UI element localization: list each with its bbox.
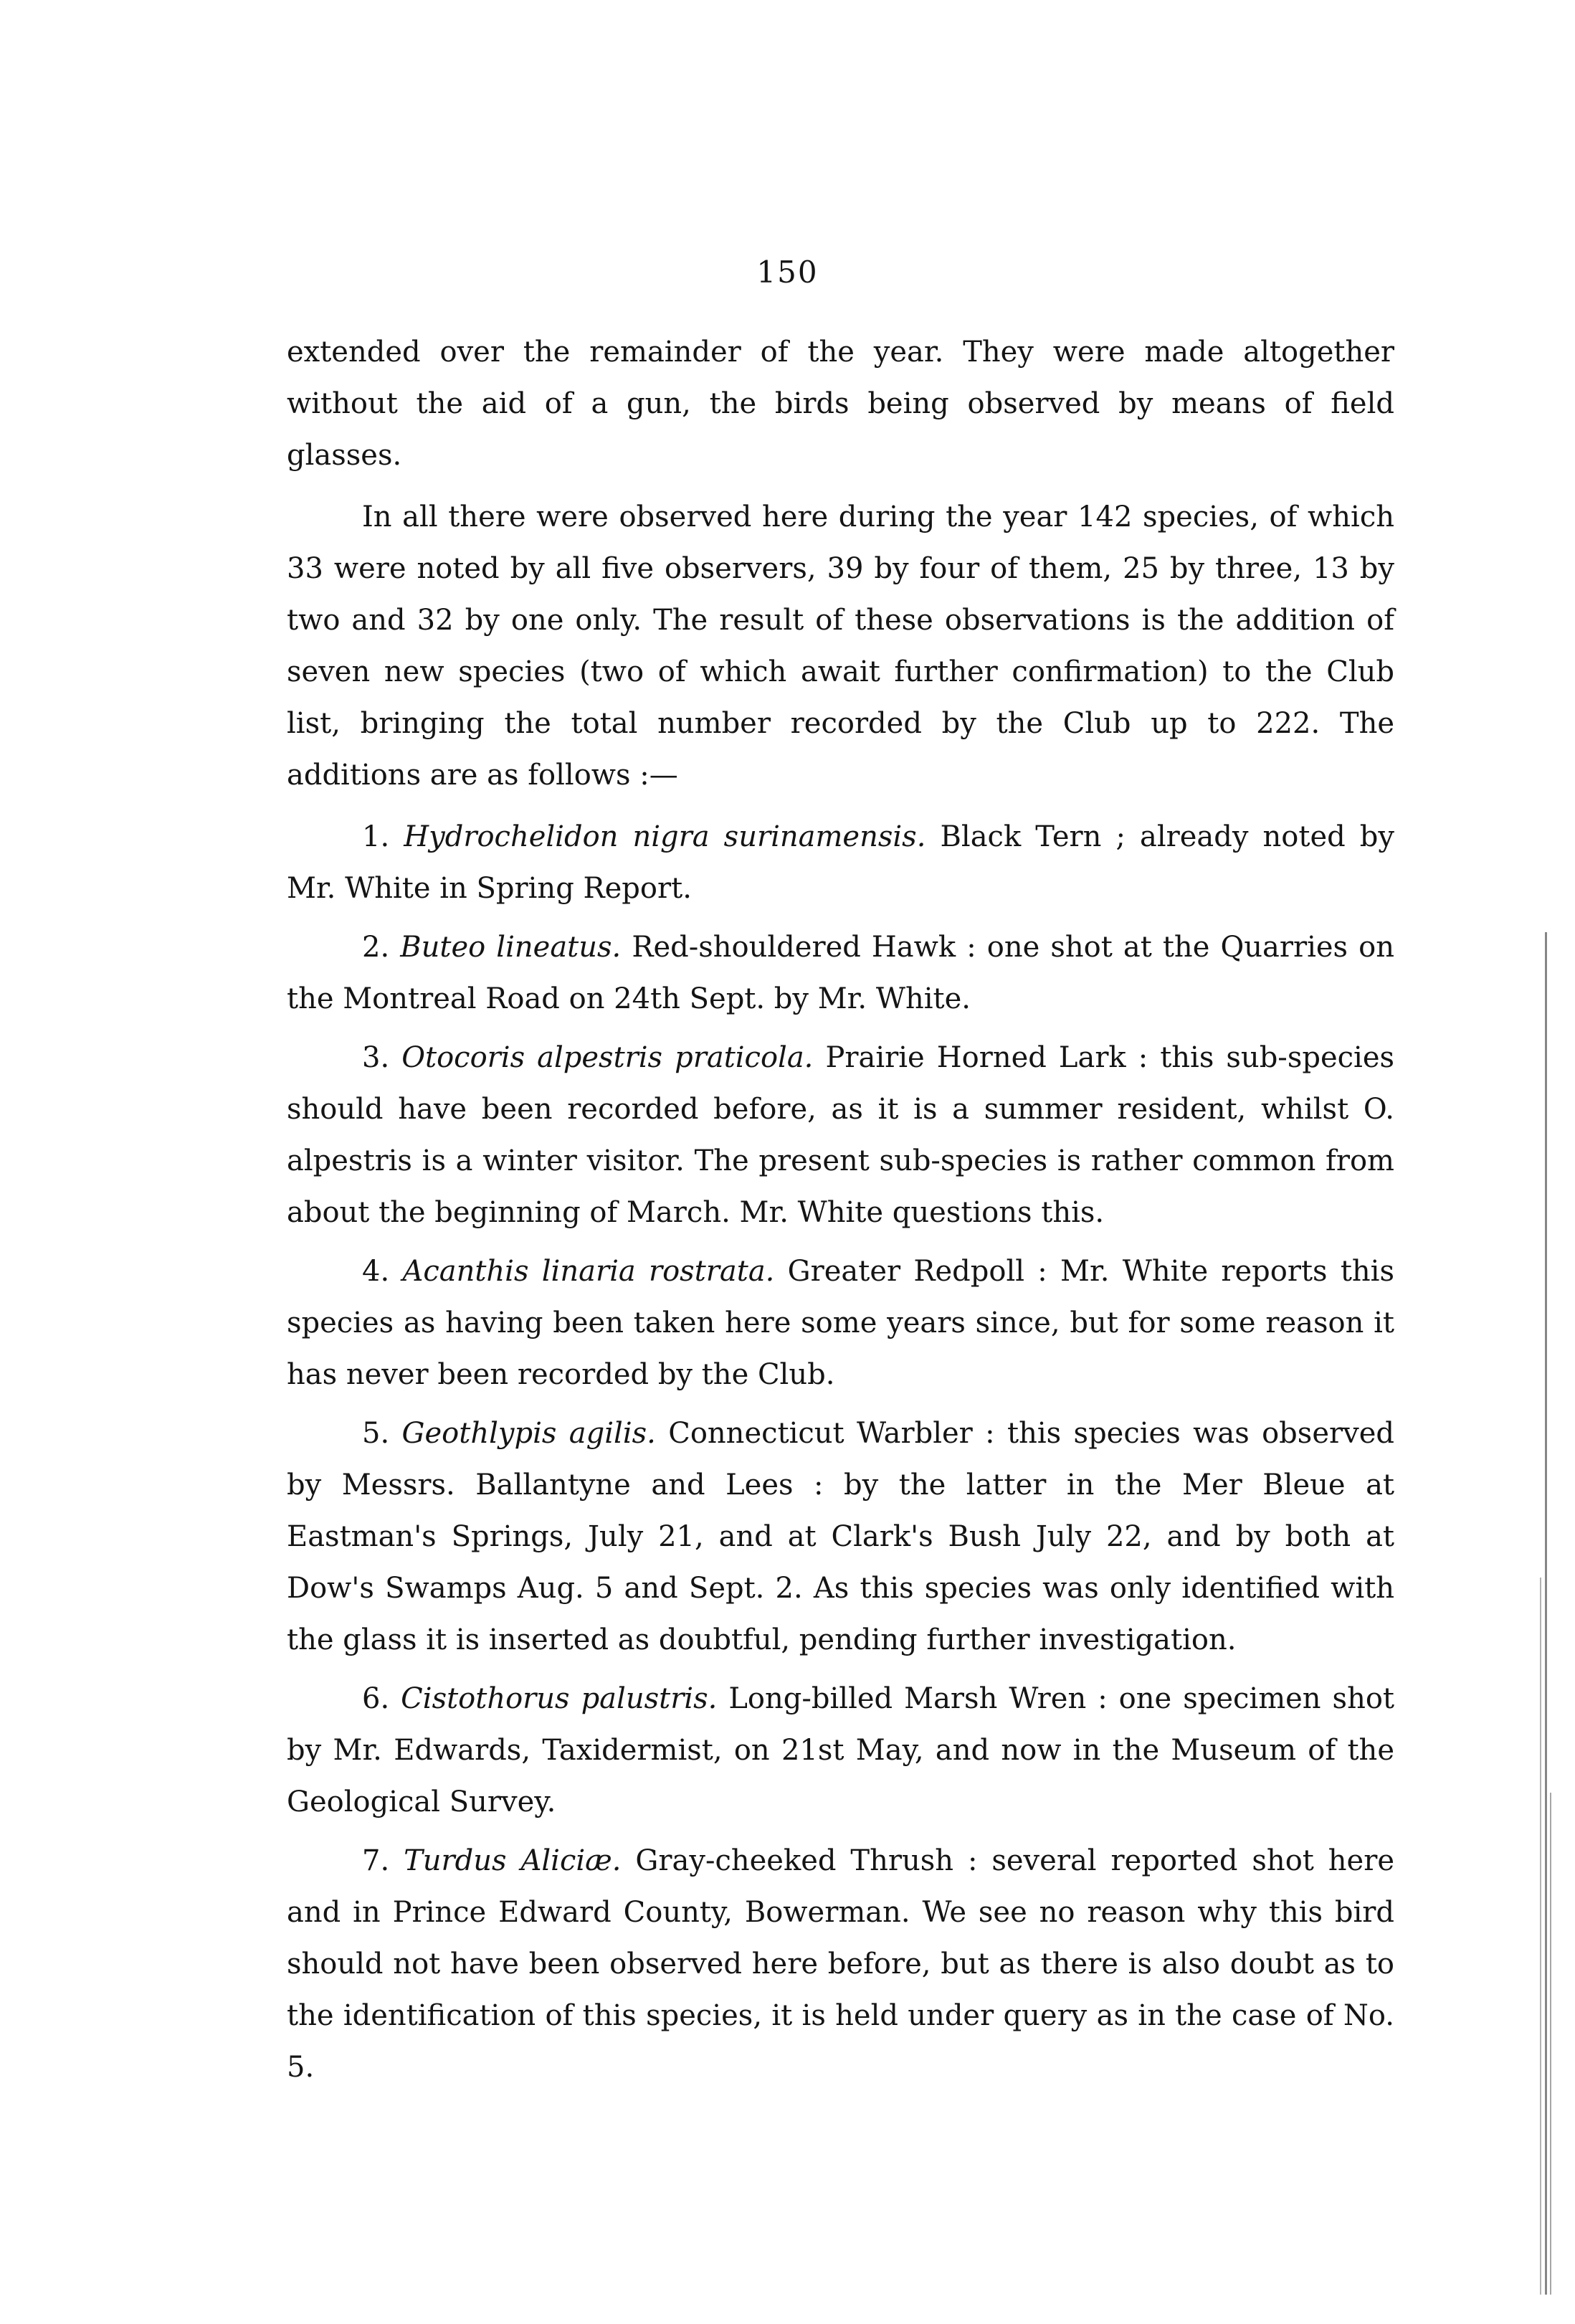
scan-edge-mark [1540,1578,1541,2295]
species-number: 4. [362,1255,390,1288]
species-description: Connecticut Warbler : this species was observed by Messrs. Ballantyne and Lees : by the latter in the Mer Bleue at Eastman's Springs, July 21, and at Clark's Bush July 22, and by both at Dow's Swamps Aug. 5 and Sept. 2. As this species was only identified with the glass it is inserted as doubtful, pending further investigation. [287,1417,1394,1656]
species-entry [287,811,1394,914]
species-number: 3. [362,1041,390,1074]
species-list [287,811,1394,2093]
species-entry [287,921,1394,1025]
species-number: 1. [362,820,390,853]
species-description: Greater Redpoll : Mr. White reports this species as having been taken here some years since, but for some reason it has never been recorded by the Club. [287,1255,1394,1391]
species-entry [287,1032,1394,1238]
species-scientific-name: Otocoris alpestris praticola. [401,1041,814,1074]
species-number: 7. [362,1844,390,1877]
species-scientific-name: Turdus Aliciæ. [404,1844,622,1877]
page-number: 150 [756,255,819,290]
intro-paragraph-summary: In all there were observed here during the year 142 species, of which 33 were noted by all five observers, 39 by four of them, 25 by three, 13 by two and 32 by one only. The result of these observations is the addition of seven new species (two of which await further confirmation) to the Club list, bringing the total number recorded by the Club up to 222. The additions are as follows :— [287,501,1394,792]
species-description: Red-shouldered Hawk : one shot at the Quarries on the Montreal Road on 24th Sept. by Mr. White. [287,931,1394,1015]
intro-paragraph-continuation: extended over the remainder of the year. They were made altogether without the aid of a gun, the birds being observed by means of field glasses. [287,336,1394,472]
species-description: Long-billed Marsh Wren : one specimen shot by Mr. Edwards, Taxidermist, on 21st May, and now in the Museum of the Geological Survey. [287,1682,1394,1818]
species-scientific-name: Cistothorus palustris. [401,1682,718,1715]
species-scientific-name: Hydrochelidon nigra surinamensis. [404,820,926,853]
species-scientific-name: Buteo lineatus. [400,931,622,964]
species-entry [287,1246,1394,1400]
species-description: Gray-cheeked Thrush : several reported shot here and in Prince Edward County, Bowerman. We see no reason why this bird should not have been observed here before, but as there is also doubt as to the identification of this species, it is held under query as in the case of No. 5. [287,1844,1395,2084]
species-entry [287,1673,1394,1828]
species-description: Black Tern ; already noted by Mr. White in Spring Report. [287,820,1395,905]
species-number: 2. [362,931,390,964]
page-body [287,326,1394,2100]
species-entry [287,1408,1394,1666]
scan-edge-mark [1550,1793,1551,2295]
scan-edge-mark [1545,932,1547,2295]
species-number: 5. [362,1417,390,1450]
species-scientific-name: Geothlypis agilis. [401,1417,656,1450]
species-number: 6. [362,1682,390,1715]
species-entry [287,1835,1394,2093]
species-description: Prairie Horned Lark : this sub-species should have been recorded before, as it is a summer resident, whilst O. alpestris is a winter visitor. The present sub-species is rather common from about the beginning of March. Mr. White questions this. [287,1041,1395,1229]
species-scientific-name: Acanthis linaria rostrata. [402,1255,775,1288]
